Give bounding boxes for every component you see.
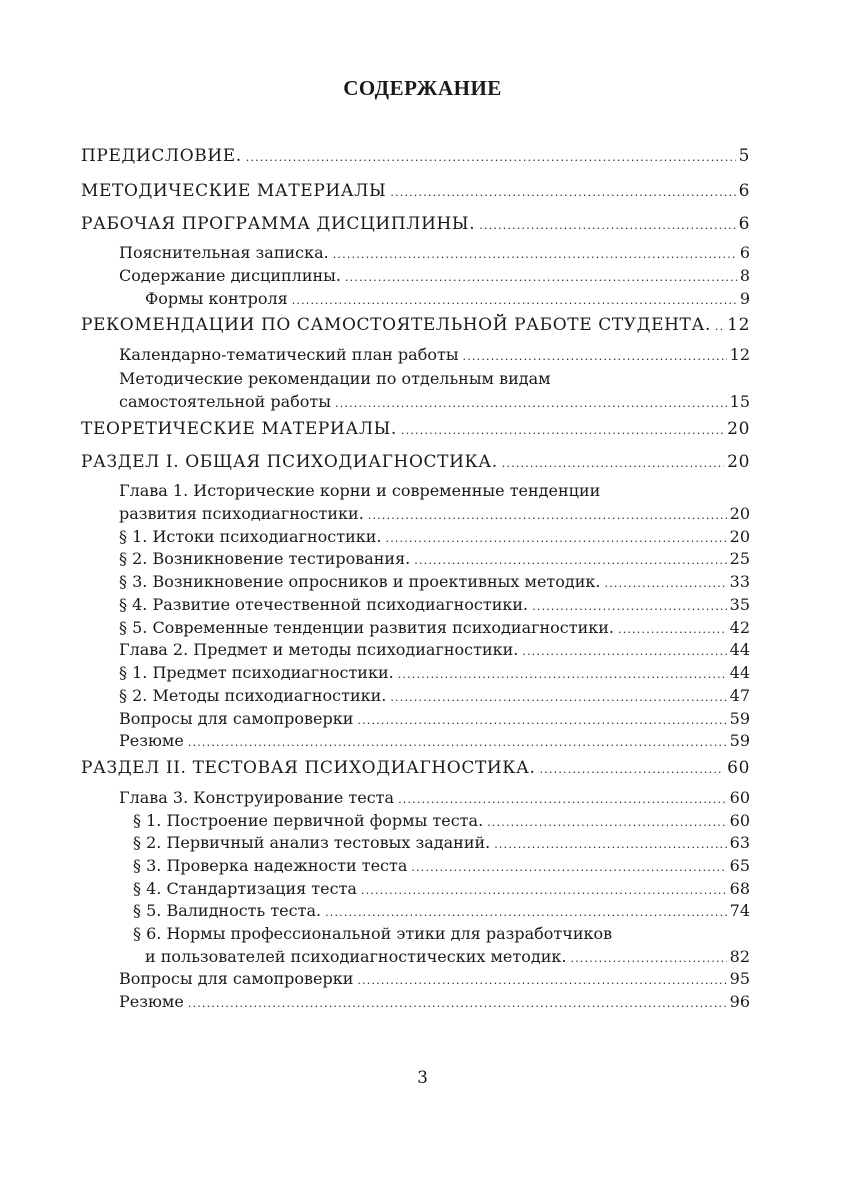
toc-entry-page: 20: [729, 504, 750, 523]
toc-leader-dots: [188, 997, 727, 1010]
toc-entry-line1: § 6. Нормы профессиональной этики для разработчиков: [133, 924, 613, 943]
toc-entry-page: 20: [729, 527, 750, 546]
toc-leader-dots: [357, 714, 726, 727]
toc-entry-page: 82: [729, 947, 750, 966]
toc-entry-line1: Методические рекомендации по отдельным видам: [119, 369, 551, 388]
toc-entry-label: § 3. Возникновение опросников и проективных методик.: [119, 572, 601, 591]
toc-leader-dots: [479, 219, 735, 232]
toc-entry-page: 42: [729, 618, 750, 637]
toc-entry-ch1-par3: [119, 572, 750, 591]
toc-entry-label: самостоятельной работы: [119, 392, 331, 411]
toc-entry-chapter-2: [119, 640, 750, 659]
toc-leader-dots: [522, 645, 726, 658]
toc-entry-label: § 1. Построение первичной формы теста.: [133, 811, 484, 830]
toc-leader-dots: [540, 763, 725, 776]
toc-entry-label: РАБОЧАЯ ПРОГРАММА ДИСЦИПЛИНЫ.: [81, 214, 476, 234]
toc-entry-page: 44: [729, 663, 750, 682]
toc-entry-label: Глава 3. Конструирование теста: [119, 788, 395, 807]
toc-leader-dots: [361, 884, 727, 897]
toc-leader-dots: [532, 600, 727, 613]
toc-entry-ch3-par6: [145, 947, 750, 966]
toc-entry-page: 12: [729, 345, 750, 364]
toc-leader-dots: [357, 974, 726, 987]
toc-leader-dots: [715, 320, 724, 333]
toc-entry-label: Содержание дисциплины.: [119, 266, 341, 285]
toc-leader-dots: [325, 906, 727, 919]
toc-entry-label: § 5. Современные тенденции развития психодиагностики.: [119, 618, 615, 637]
toc-entry-label: § 1. Истоки психодиагностики.: [119, 527, 382, 546]
toc-leader-dots: [605, 577, 727, 590]
toc-entry-label: § 2. Первичный анализ тестовых заданий.: [133, 833, 491, 852]
toc-leader-dots: [246, 151, 736, 164]
toc-leader-dots: [398, 793, 727, 806]
toc-entry-summary-2: [119, 992, 750, 1011]
toc-leader-dots: [502, 457, 724, 470]
toc-entry-label: Глава 2. Предмет и методы психодиагностики.: [119, 640, 519, 659]
toc-entry-self-check-questions-1: [119, 709, 750, 728]
toc-entry-label: Резюме: [119, 731, 184, 750]
toc-entry-methodical-materials: [81, 181, 750, 201]
toc-entry-label: Вопросы для самопроверки: [119, 969, 354, 988]
toc-entry-ch3-par3: [133, 856, 750, 875]
toc-entry-ch3-par1: [133, 811, 750, 830]
toc-entry-label: РАЗДЕЛ I. ОБЩАЯ ПСИХОДИАГНОСТИКА.: [81, 452, 498, 472]
toc-entry-ch2-par2: [119, 686, 750, 705]
toc-entry-theoretical-materials: [81, 419, 750, 439]
toc-entry-label: ТЕОРЕТИЧЕСКИЕ МАТЕРИАЛЫ.: [81, 419, 397, 439]
toc-entry-summary-1: [119, 731, 750, 750]
toc-leader-dots: [333, 248, 737, 261]
toc-entry-label: § 5. Валидность теста.: [133, 901, 322, 920]
toc-entry-methodical-recommendations: [119, 392, 750, 411]
toc-leader-dots: [292, 294, 737, 307]
toc-entry-label: Вопросы для самопроверки: [119, 709, 354, 728]
toc-entry-label: РАЗДЕЛ II. ТЕСТОВАЯ ПСИХОДИАГНОСТИКА.: [81, 758, 536, 778]
toc-entry-label: Резюме: [119, 992, 184, 1011]
toc-entry-label: § 1. Предмет психодиагностики.: [119, 663, 394, 682]
toc-entry-label: МЕТОДИЧЕСКИЕ МАТЕРИАЛЫ: [81, 181, 387, 201]
toc-entry-page: 63: [729, 833, 750, 852]
toc-entry-page: 65: [729, 856, 750, 875]
toc-entry-page: 8: [739, 266, 750, 285]
toc-entry-label: § 4. Развитие отечественной психодиагностики.: [119, 595, 529, 614]
toc-entry-page: 33: [729, 572, 750, 591]
toc-entry-page: 25: [729, 549, 750, 568]
toc-entry-page: 44: [729, 640, 750, 659]
toc-entry-page: 60: [727, 758, 750, 778]
toc-leader-dots: [487, 816, 726, 829]
toc-entry-ch1-par1: [119, 527, 750, 546]
toc-entry-ch2-par1: [119, 663, 750, 682]
toc-entry-page: 9: [739, 289, 750, 308]
toc-entry-section-2: [81, 758, 750, 778]
toc-entry-ch3-par5: [133, 901, 750, 920]
toc-leader-dots: [390, 186, 735, 199]
toc-leader-dots: [401, 424, 724, 437]
toc-entry-ch1-par2: [119, 549, 750, 568]
toc-entry-label: РЕКОМЕНДАЦИИ ПО САМОСТОЯТЕЛЬНОЙ РАБОТЕ СТУДЕНТА.: [81, 315, 711, 335]
toc-entry-page: 74: [729, 901, 750, 920]
toc-entry-calendar-plan: [119, 345, 750, 364]
page-number: 3: [417, 1068, 428, 1088]
toc-entry-ch3-par2: [133, 833, 750, 852]
toc-entry-page: 96: [729, 992, 750, 1011]
toc-entry-page: 6: [738, 181, 750, 201]
toc-leader-dots: [414, 554, 726, 567]
toc-entry-label: § 3. Проверка надежности теста: [133, 856, 408, 875]
toc-entry-label: Пояснительная записка.: [119, 243, 329, 262]
toc-leader-dots: [188, 736, 727, 749]
toc-entry-label: Формы контроля: [145, 289, 288, 308]
toc-entry-label: § 4. Стандартизация теста: [133, 879, 357, 898]
toc-entry-explanatory-note: [119, 243, 750, 262]
toc-entry-label: развития психодиагностики.: [119, 504, 364, 523]
toc-entry-label: и пользователей психодиагностических методик.: [145, 947, 567, 966]
toc-leader-dots: [335, 397, 727, 410]
toc-entry-chapter-3: [119, 788, 750, 807]
toc-entry-ch1-par4: [119, 595, 750, 614]
page-title: СОДЕРЖАНИЕ: [343, 76, 502, 100]
toc-entry-page: 6: [738, 214, 750, 234]
toc-entry-ch3-par4: [133, 879, 750, 898]
toc-entry-page: 68: [729, 879, 750, 898]
toc-leader-dots: [398, 668, 727, 681]
toc-entry-page: 59: [729, 731, 750, 750]
toc-entry-page: 59: [729, 709, 750, 728]
toc-entry-control-forms: [145, 289, 750, 308]
toc-entry-page: 60: [729, 811, 750, 830]
toc-entry-chapter-1: [119, 504, 750, 523]
toc-entry-page: 20: [727, 419, 750, 439]
toc-leader-dots: [390, 691, 726, 704]
toc-entry-line1: Глава 1. Исторические корни и современные тенденции: [119, 481, 601, 500]
toc-entry-section-1: [81, 452, 750, 472]
toc-leader-dots: [345, 271, 737, 284]
toc-entry-discipline-content: [119, 266, 750, 285]
toc-entry-page: 20: [727, 452, 750, 472]
toc-entry-ch1-par5: [119, 618, 750, 637]
toc-entry-label: ПРЕДИСЛОВИЕ.: [81, 146, 242, 166]
toc-entry-page: 6: [739, 243, 750, 262]
toc-leader-dots: [463, 350, 727, 363]
toc-entry-work-program: [81, 214, 750, 234]
toc-entry-page: 15: [729, 392, 750, 411]
toc-leader-dots: [570, 952, 726, 965]
toc-entry-page: 35: [729, 595, 750, 614]
toc-leader-dots: [494, 838, 726, 851]
toc-leader-dots: [368, 509, 727, 522]
toc-entry-page: 95: [729, 969, 750, 988]
toc-entry-label: § 2. Методы психодиагностики.: [119, 686, 387, 705]
toc-entry-page: 12: [727, 315, 750, 335]
toc-leader-dots: [618, 623, 727, 636]
toc-entry-preface: [81, 146, 750, 166]
toc-entry-self-study-recommendations: [81, 315, 750, 335]
toc-entry-label: Календарно-тематический план работы: [119, 345, 459, 364]
toc-leader-dots: [386, 532, 727, 545]
toc-entry-page: 60: [729, 788, 750, 807]
toc-entry-page: 5: [738, 146, 750, 166]
toc-leader-dots: [411, 861, 726, 874]
toc-entry-label: § 2. Возникновение тестирования.: [119, 549, 411, 568]
toc-entry-self-check-questions-2: [119, 969, 750, 988]
toc-entry-page: 47: [729, 686, 750, 705]
